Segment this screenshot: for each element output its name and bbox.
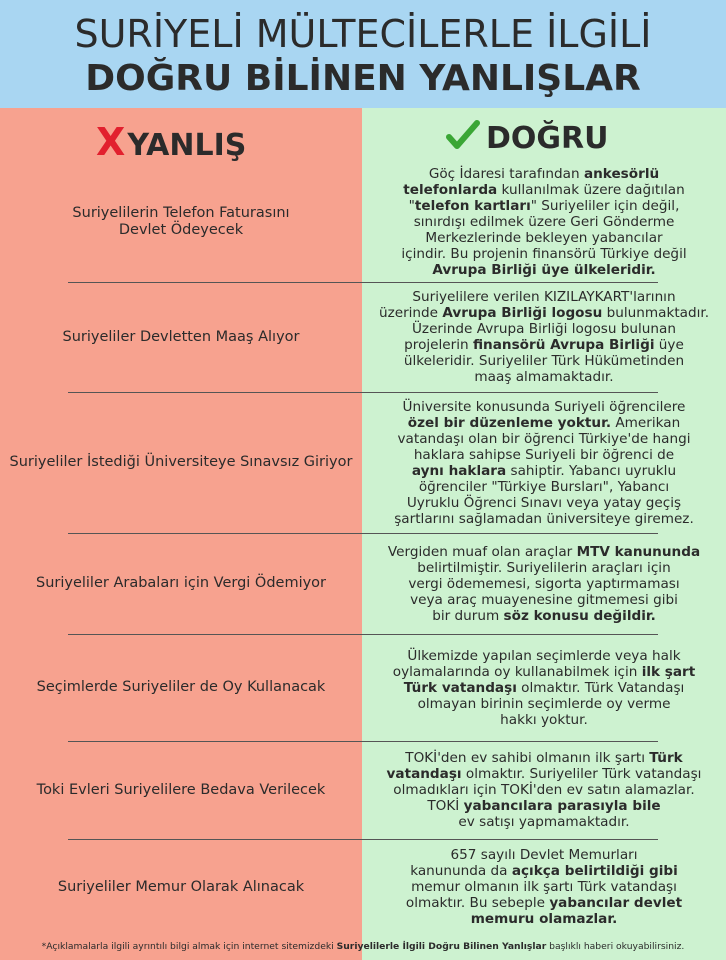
myth-item xyxy=(0,392,362,533)
fact-emphasis: söz konusu değildir. xyxy=(503,607,656,624)
fact-text: ev satışı yapmamaktadır. xyxy=(458,814,630,830)
fact-text: olmayan birinin seçimlerde oy verme xyxy=(417,695,671,712)
fact-text: Merkezlerinde bekleyen yabancılar xyxy=(425,230,663,246)
fact-line xyxy=(394,399,694,415)
fact-line xyxy=(387,814,702,830)
fact-text: olmaktır. Türk Vatandaşı xyxy=(516,679,685,696)
fact-emphasis: Avrupa Birliği üye ülkeleridir. xyxy=(432,262,656,278)
fact-line xyxy=(387,750,702,766)
fact-text: kanununda da xyxy=(410,863,512,879)
fact-line xyxy=(379,337,709,353)
myth-item xyxy=(0,533,362,634)
fact-line xyxy=(388,576,700,592)
fact-emphasis: ilk şart xyxy=(641,663,696,680)
fact-emphasis: memuru olamazlar. xyxy=(470,911,618,927)
myth-text: Suriyelilerin Telefon Faturasını xyxy=(72,205,290,221)
fact-line xyxy=(379,305,709,321)
fact-item xyxy=(362,533,726,634)
check-mark-icon xyxy=(446,120,480,150)
fact-text: maaş almamaktadır. xyxy=(474,369,614,385)
fact-line xyxy=(401,262,686,278)
fact-text: haklara sahipse Suriyeli bir öğrenci de xyxy=(413,446,675,463)
fact-line xyxy=(394,511,694,527)
x-mark-icon: X xyxy=(96,120,126,164)
myth-item xyxy=(0,282,362,392)
fact-text: olmaktır. Bu sebeple xyxy=(405,895,550,911)
fact-item xyxy=(362,282,726,392)
fact-line xyxy=(388,608,700,624)
fact-line xyxy=(393,664,696,680)
fact-item xyxy=(362,741,726,839)
fact-emphasis: Türk vatandaşı xyxy=(403,679,517,696)
fact-text: olmaktır. Suriyeliler Türk vatandaşı xyxy=(461,766,702,782)
fact-line xyxy=(393,680,696,696)
fact-text: öğrenciler "Türkiye Bursları", Yabancı xyxy=(418,478,670,495)
fact-emphasis: aynı haklara xyxy=(411,462,507,479)
fact-text: şartlarını sağlamadan üniversiteye giremez. xyxy=(394,510,694,527)
myth-text: Suriyeliler Arabaları için Vergi Ödemiyor xyxy=(35,575,327,591)
fact-line xyxy=(394,463,694,479)
fact-emphasis: ankesörlü xyxy=(583,166,660,182)
fact-text: projelerin xyxy=(404,337,473,353)
fact-text: Amerikan xyxy=(611,414,681,431)
fact-text: hakkı yoktur. xyxy=(500,711,588,728)
fact-line xyxy=(387,798,702,814)
fact-text: Üzerinde Avrupa Birliği logosu bulunan xyxy=(411,321,676,337)
fact-line xyxy=(406,863,682,879)
fact-text: veya araç muayenesine gitmemesi gibi xyxy=(410,591,678,608)
fact-text: Üniversite konusunda Suriyeli öğrencilere xyxy=(402,398,686,415)
fact-line xyxy=(379,369,709,385)
fact-line xyxy=(387,782,702,798)
fact-text: vergi ödememesi, sigorta yaptırmaması xyxy=(408,575,680,592)
fact-text: Göç İdaresi tarafından xyxy=(428,166,584,182)
fact-text: Ülkemizde yapılan seçimlerde veya halk xyxy=(407,647,681,664)
fact-text: Vergiden muaf olan araçlar xyxy=(387,543,577,560)
fact-text: 657 sayılı Devlet Memurları xyxy=(450,847,638,863)
right-label: DOĞRU xyxy=(486,121,609,156)
fact-item xyxy=(362,634,726,741)
fact-line xyxy=(401,198,686,214)
fact-emphasis: telefonlarda xyxy=(403,182,498,198)
fact-text: oylamalarında oy kullanabilmek için xyxy=(392,663,642,680)
fact-text: Suriyelilere verilen KIZILAYKART'larının xyxy=(412,289,676,305)
fact-line xyxy=(393,648,696,664)
myth-text: Seçimlerde Suriyeliler de Oy Kullanacak xyxy=(36,679,326,695)
fact-item xyxy=(362,162,726,282)
footer-pre: *Açıklamalarla ilgili ayrıntılı bilgi almak için internet sitemizdeki xyxy=(41,941,337,952)
fact-line xyxy=(379,289,709,305)
fact-text: bir durum xyxy=(432,607,504,624)
fact-line xyxy=(379,353,709,369)
fact-line xyxy=(401,182,686,198)
fact-text: üzerinde xyxy=(378,305,443,321)
fact-text: sınırdışı edilmek üzere Geri Gönderme xyxy=(413,214,675,230)
fact-line xyxy=(401,166,686,182)
right-header xyxy=(446,120,666,160)
wrong-label: YANLIŞ xyxy=(127,128,247,163)
fact-text: vatandaşı olan bir öğrenci Türkiye'de hangi xyxy=(397,430,691,447)
fact-text: memur olmanın ilk şartı Türk vatandaşı xyxy=(411,879,677,895)
wrong-header xyxy=(96,120,276,164)
fact-text: bulunmaktadır. xyxy=(602,305,710,321)
fact-text: TOKİ'den ev sahibi olmanın ilk şartı xyxy=(405,750,650,766)
title-line-2: DOĞRU BİLİNEN YANLIŞLAR xyxy=(85,58,641,99)
fact-text: belirtilmiştir. Suriyelilerin araçları için xyxy=(417,559,671,576)
fact-text: olmadıkları için TOKİ'den ev satın alamazlar. xyxy=(393,782,695,798)
fact-line xyxy=(406,895,682,911)
fact-text: Uyruklu Öğrenci Sınavı veya yatay geçiş xyxy=(406,494,682,511)
fact-text: " xyxy=(408,198,415,214)
fact-emphasis: finansörü Avrupa Birliği xyxy=(472,337,655,353)
fact-line xyxy=(393,696,696,712)
fact-item xyxy=(362,392,726,533)
title-line-1: SURİYELİ MÜLTECİLERLE İLGİLİ xyxy=(74,12,652,56)
fact-line xyxy=(394,447,694,463)
fact-emphasis: açıkça belirtildiği gibi xyxy=(511,863,678,879)
fact-emphasis: vatandaşı xyxy=(386,766,462,782)
fact-emphasis: Avrupa Birliği logosu xyxy=(442,305,603,321)
fact-line xyxy=(379,321,709,337)
fact-text: TOKİ xyxy=(427,798,464,814)
fact-emphasis: özel bir düzenleme yoktur. xyxy=(407,414,612,431)
fact-line xyxy=(394,431,694,447)
fact-line xyxy=(393,712,696,728)
footer-bold: Suriyelilerle İlgili Doğru Bilinen Yanlışlar xyxy=(336,941,547,952)
myth-item xyxy=(0,741,362,839)
footer-post: başlıklı haberi okuyabilirsiniz. xyxy=(546,941,685,952)
myth-text: Suriyeliler Memur Olarak Alınacak xyxy=(57,878,305,895)
fact-item xyxy=(362,839,726,935)
myth-text: Suriyeliler İstediği Üniversiteye Sınavsız Giriyor xyxy=(9,454,353,470)
fact-text: içindir. Bu projenin finansörü Türkiye değil xyxy=(401,246,687,262)
footer-note xyxy=(0,941,726,952)
myth-item xyxy=(0,634,362,741)
fact-line xyxy=(388,592,700,608)
fact-text: kullanılmak üzere dağıtılan xyxy=(497,182,685,198)
fact-line xyxy=(401,230,686,246)
myth-text: Devlet Ödeyecek xyxy=(118,222,244,238)
fact-emphasis: telefon kartları xyxy=(414,198,531,214)
fact-text: üye xyxy=(654,337,684,353)
fact-emphasis: MTV kanununda xyxy=(576,543,701,560)
fact-line xyxy=(406,911,682,927)
fact-line xyxy=(387,766,702,782)
fact-line xyxy=(406,847,682,863)
myth-item xyxy=(0,839,362,935)
myth-text: Toki Evleri Suriyelilere Bedava Verilecek xyxy=(36,781,326,798)
fact-emphasis: yabancılar devlet xyxy=(549,895,683,911)
fact-emphasis: yabancılara parasıyla bile xyxy=(463,798,661,814)
fact-line xyxy=(401,214,686,230)
fact-text: " Suriyeliler için değil, xyxy=(530,198,680,214)
fact-line xyxy=(406,879,682,895)
title-banner xyxy=(0,0,726,108)
fact-line xyxy=(394,479,694,495)
fact-line xyxy=(401,246,686,262)
fact-line xyxy=(388,544,700,560)
fact-line xyxy=(388,560,700,576)
myth-item xyxy=(0,162,362,282)
fact-text: sahiptir. Yabancı uyruklu xyxy=(506,462,677,479)
fact-text: ülkeleridir. Suriyeliler Türk Hükümetinden xyxy=(403,353,685,369)
fact-line xyxy=(394,495,694,511)
fact-line xyxy=(394,415,694,431)
fact-emphasis: Türk xyxy=(649,750,683,766)
myth-text: Suriyeliler Devletten Maaş Alıyor xyxy=(62,328,300,345)
